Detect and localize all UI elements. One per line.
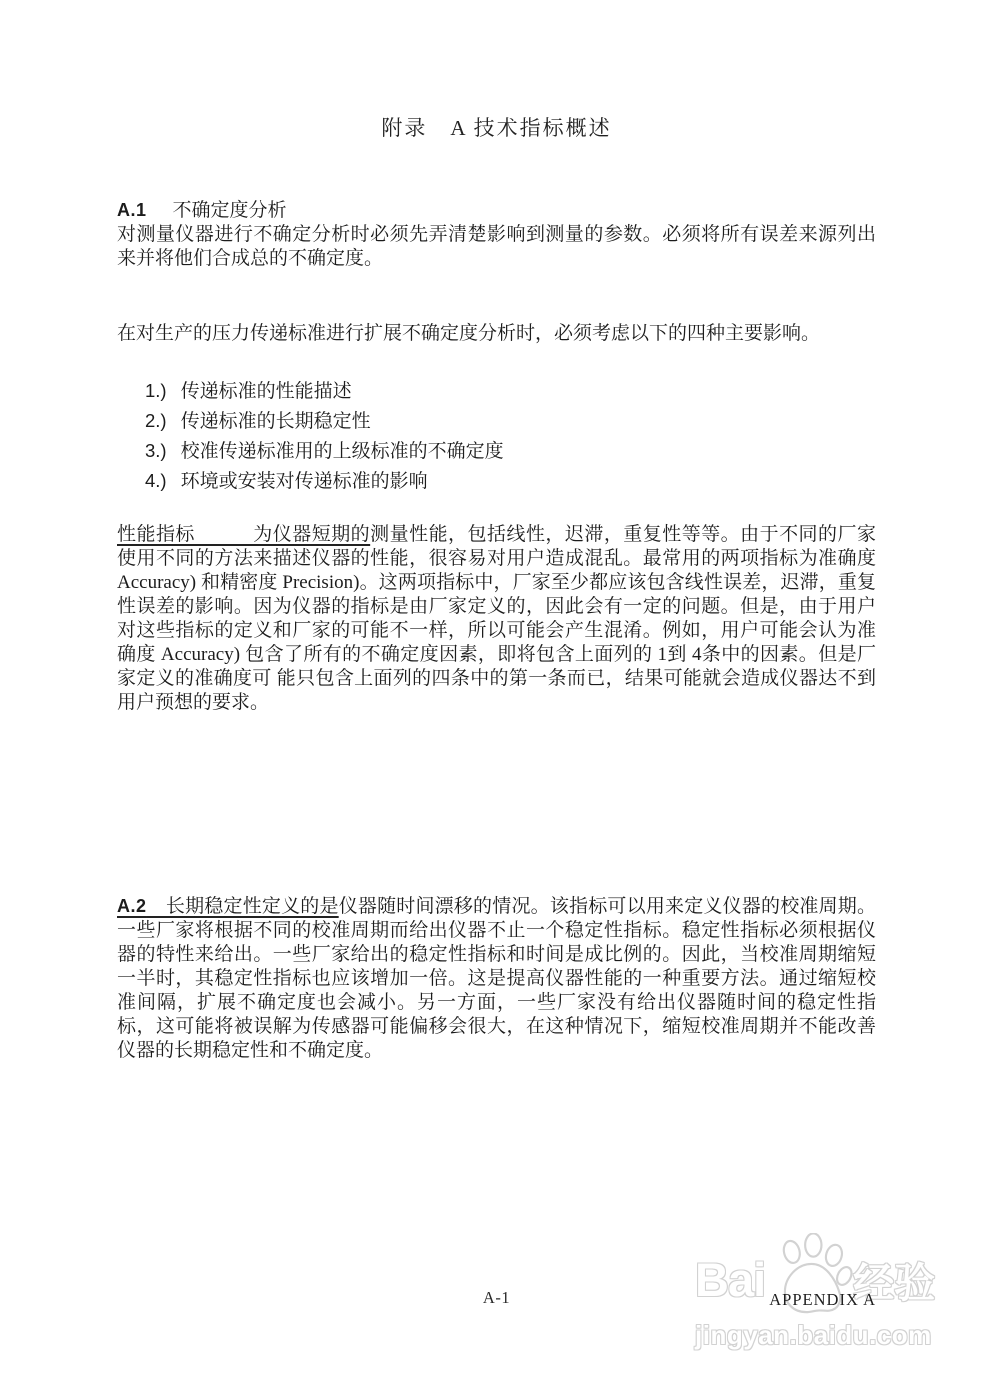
- list-item-text: 校准传递标准用的上级标准的不确定度: [180, 441, 504, 462]
- influence-list: [145, 376, 876, 496]
- watermark-url: jingyan.baidu.com: [695, 1320, 932, 1350]
- page-title: 附录 A 技术指标概述: [381, 116, 612, 140]
- list-item: [145, 376, 876, 406]
- section-a1-paragraph-1: 对测量仪器进行不确定分析时必须先弄清楚影响到测量的参数。必须将所有误差来源列出来并将他们合成总的不确定度。: [117, 224, 876, 269]
- list-item: [145, 466, 876, 496]
- watermark-brand-left: Bai: [695, 1252, 766, 1306]
- section-a1-number: A.1: [117, 200, 147, 220]
- document-page: [0, 112, 989, 1392]
- performance-spec-text: 测量性能，包括线性，迟滞，重复性等等。由于不同的厂家使用不同的方法来描述仪器的性能，很容易对用户造成混乱。最常用的两项指标为准确度 Accuracy) 和精密度 Precision)。这两项指标中，厂家至少都应该包含线性误差，迟滞，重复性误差的影响。因为仪器的指标是由厂家定义的，因此会有一定的问题。但是，由于用户对这些指标的定义和厂家的可能不一样，所以可能会产生混淆。例如，用户可能会认为准确度 Accuracy) 包含了所有的不确定度因素，即将包含上面列的 1到 4条中的因素。但是厂家定义的准确度可 能只包含上面列的四条中的第一条而已，结果可能就会造成仪器达不到用户预想的要求。: [117, 524, 876, 713]
- list-item: [145, 436, 876, 466]
- appendix-label: APPENDIX A: [769, 1290, 876, 1309]
- list-item-text: 传递标准的性能描述: [180, 381, 352, 402]
- section-a2-text: 仪器随时间漂移的情况。该指标可以用来定义仪器的校准周期。一些厂家将根据不同的校准周期而给出仪器不止一个稳定性指标。稳定性指标必须根据仪器的特性来给出。一些厂家给出的稳定性指标和时间是成比例的。因此，当校准周期缩短一半时，其稳定性指标也应该增加一倍。这是提高仪器性能的一种重要方法。通过缩短校准间隔，扩展不确定度也会减小。另一方面，一些厂家没有给出仪器随时间的稳定性指标，这可能将被误解为传感器可能偏移会很大，在这种情况下，缩短校准周期并不能改善仪器的长期稳定性和不确定度。: [117, 896, 876, 1061]
- list-item-number: 1.): [145, 380, 167, 401]
- section-a2-lead-text: 长期稳定性定义的是: [146, 896, 339, 917]
- performance-spec-paragraph: [117, 523, 876, 715]
- section-a1-heading: [117, 198, 876, 223]
- list-item-number: 2.): [145, 410, 167, 431]
- section-a2-paragraph: [117, 894, 876, 1063]
- page-number: A-1: [482, 1288, 511, 1307]
- list-item-number: 3.): [145, 440, 167, 461]
- watermark-brand-right: 经验: [853, 1259, 936, 1306]
- section-a2-lead: [117, 896, 339, 917]
- section-a1-paragraph-2: 在对生产的压力传递标准进行扩展不确定度分析时，必须考虑以下的四种主要影响。: [117, 323, 821, 344]
- list-item: [145, 406, 876, 436]
- performance-spec-lead: 性能指标 为仪器短期的: [117, 524, 371, 545]
- list-item-text: 传递标准的长期稳定性: [180, 411, 371, 432]
- section-a2-number: A.2: [117, 896, 147, 916]
- list-item-number: 4.): [145, 470, 167, 491]
- list-item-text: 环境或安装对传递标准的影响: [180, 471, 428, 492]
- section-a1-title: 不确定度分析: [172, 200, 287, 221]
- document-content: [0, 112, 989, 1063]
